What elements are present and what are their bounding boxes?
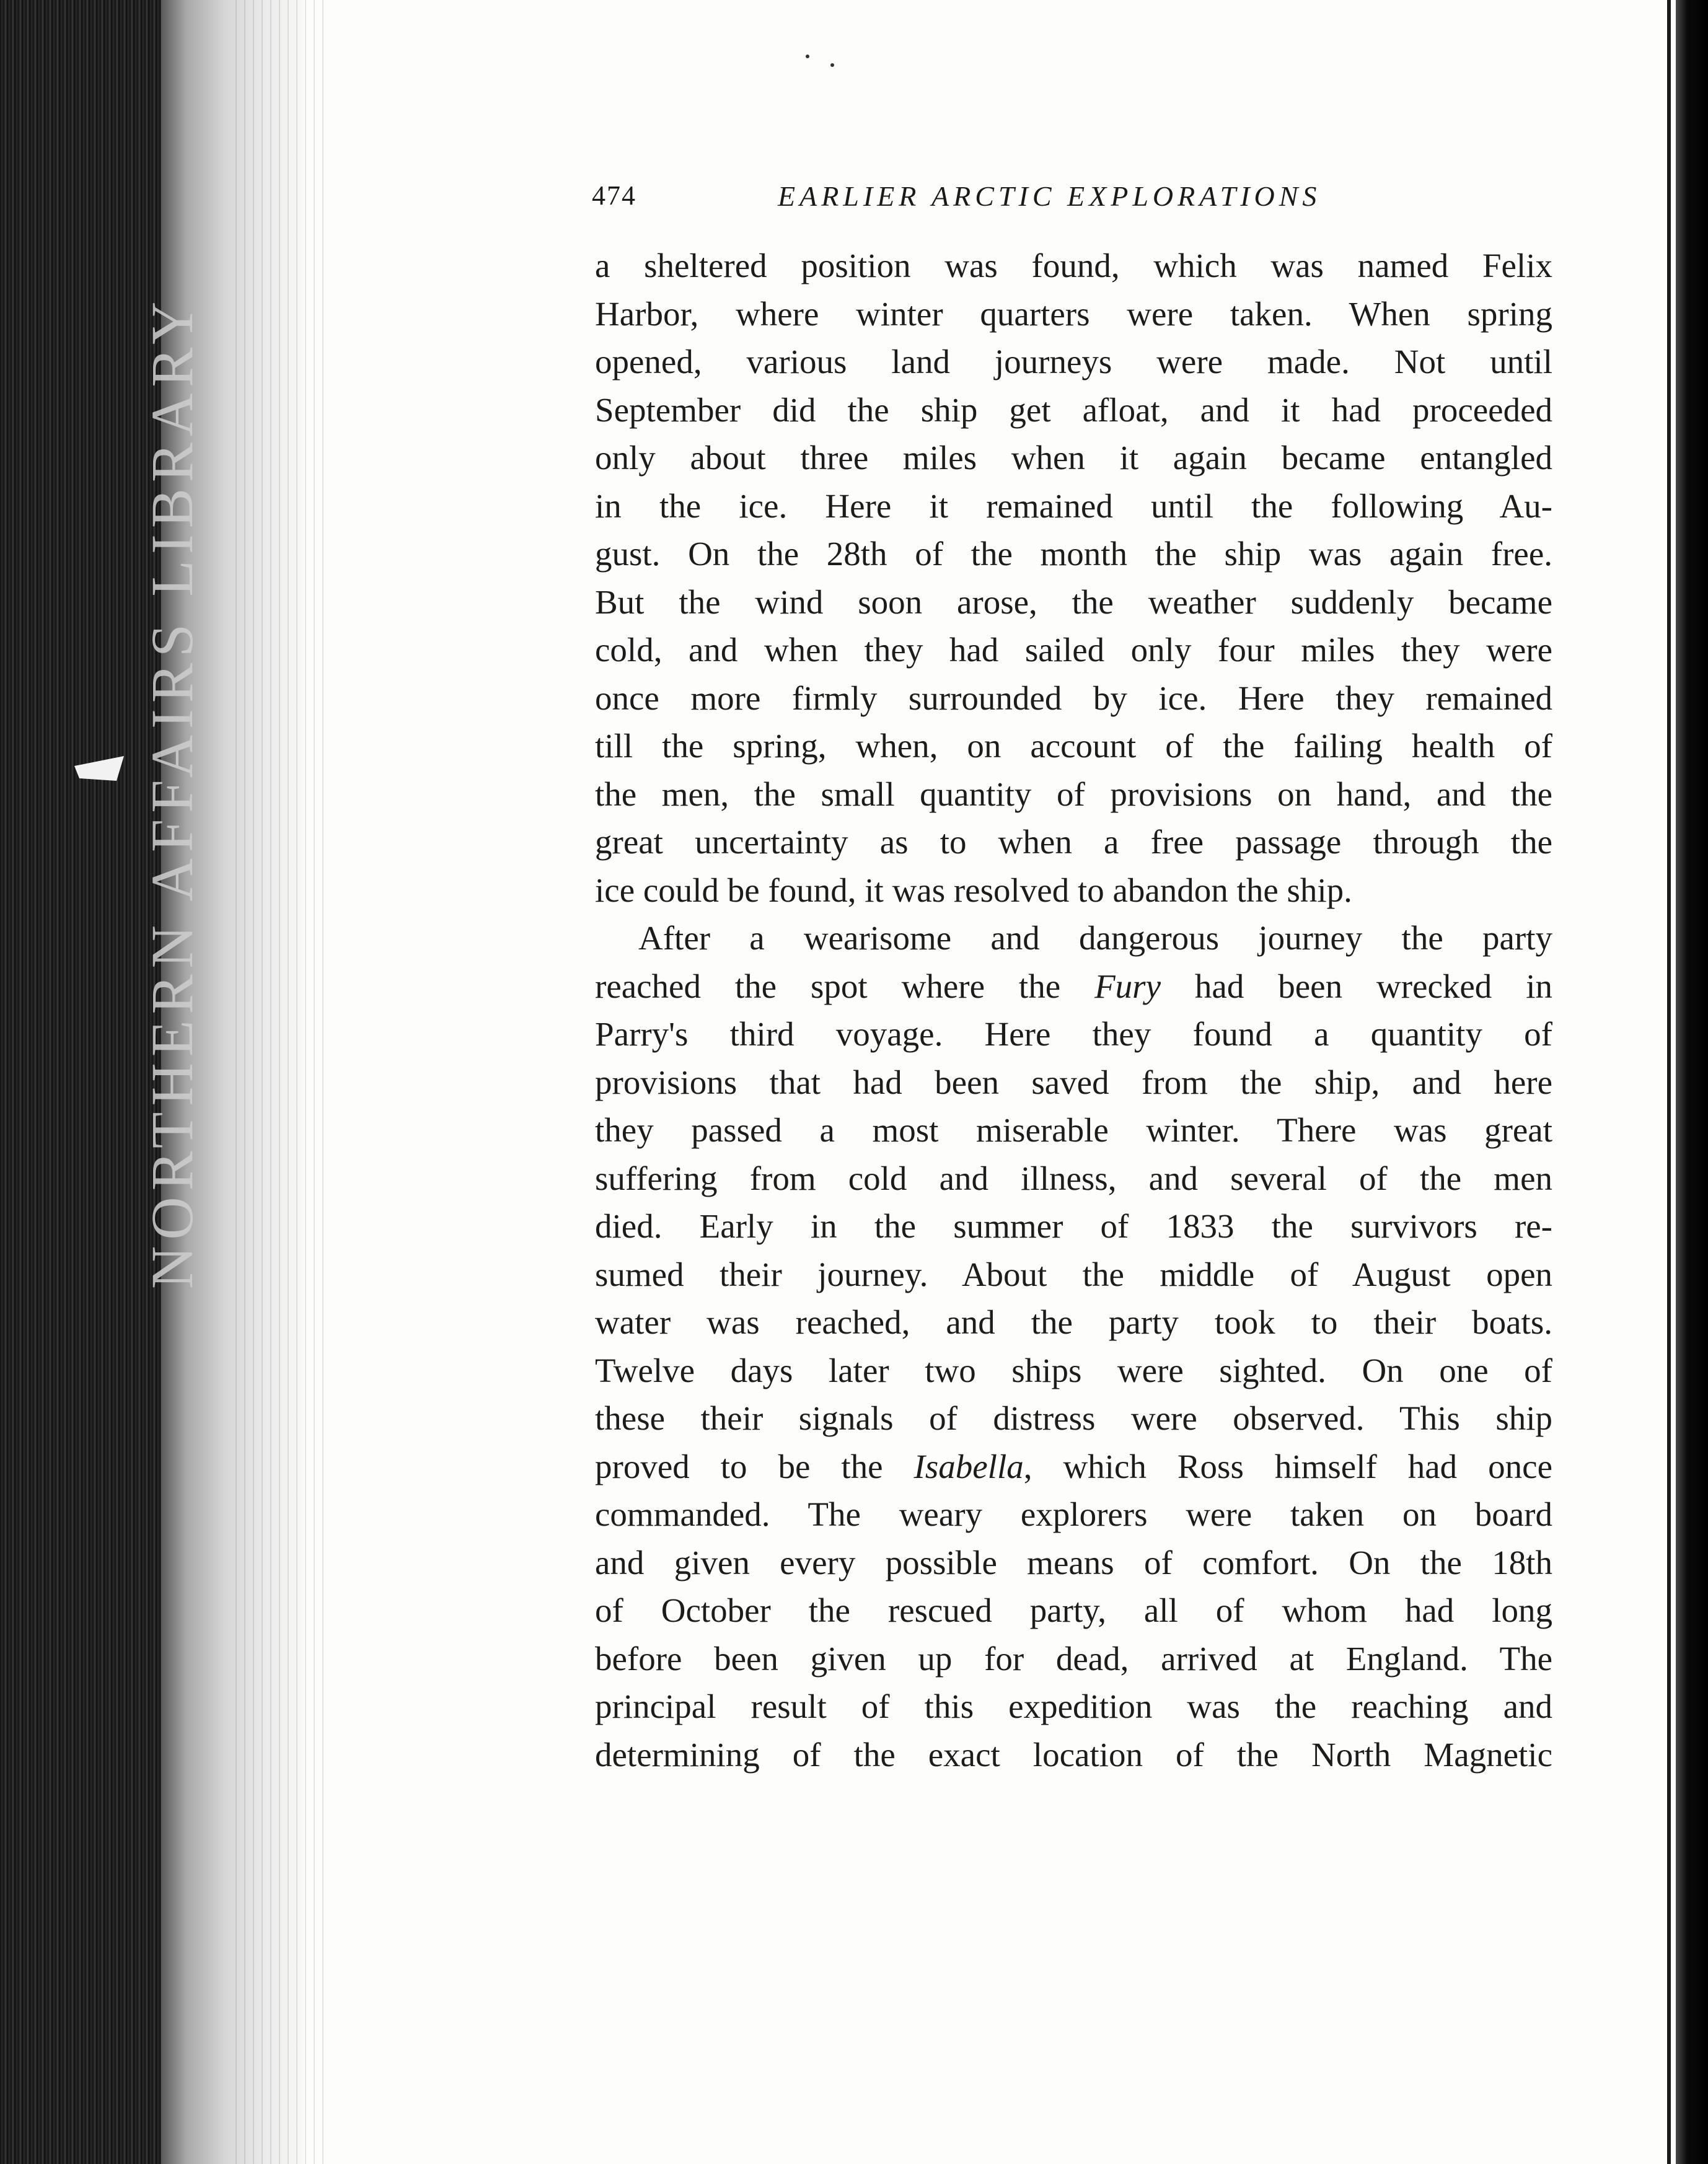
text-line bbox=[595, 1106, 1552, 1155]
line-text: But the wind soon arose, the weather suddenly became bbox=[595, 583, 1552, 621]
line-text: only about three miles when it again became entangled bbox=[595, 439, 1552, 477]
line-text: principal result of this expedition was the reaching and bbox=[595, 1687, 1552, 1725]
line-text: Parry's third voyage. Here they found a quantity of bbox=[595, 1015, 1552, 1053]
text-line bbox=[595, 482, 1552, 530]
text-line bbox=[595, 1058, 1552, 1107]
text-line bbox=[595, 866, 1552, 915]
text-line bbox=[595, 1731, 1552, 1779]
line-text: a sheltered position was found, which was named Felix bbox=[595, 247, 1552, 284]
line-text: in the ice. Here it remained until the following Au- bbox=[595, 486, 1552, 525]
line-text: Twelve days later two ships were sighted. On one of bbox=[595, 1351, 1552, 1389]
text-line bbox=[595, 1635, 1552, 1683]
text-line bbox=[595, 626, 1552, 674]
line-text: gust. On the 28th of the month the ship was again free. bbox=[595, 535, 1552, 573]
text-line bbox=[595, 290, 1552, 338]
line-text: proved to be the bbox=[595, 1447, 914, 1485]
text-line bbox=[595, 1298, 1552, 1347]
line-text: of October the rescued party, all of whom had long bbox=[595, 1591, 1552, 1629]
text-line bbox=[595, 338, 1552, 386]
running-head: EARLIER ARCTIC EXPLORATIONS bbox=[778, 180, 1321, 212]
line-text: , which Ross himself had once bbox=[1023, 1447, 1552, 1485]
text-line bbox=[595, 242, 1552, 290]
text-line bbox=[595, 1202, 1552, 1251]
body-text bbox=[595, 242, 1552, 1779]
text-line bbox=[595, 674, 1552, 723]
line-text: After a wearisome and dangerous journey the party bbox=[638, 919, 1552, 957]
line-text: cold, and when they had sailed only four miles they were bbox=[595, 631, 1552, 669]
ship-name: Fury bbox=[1094, 967, 1161, 1005]
line-text: reached the spot where the bbox=[595, 967, 1095, 1005]
right-page-line bbox=[1667, 0, 1671, 2164]
spine-label: NORTHERN AFFAIRS LIBRARY bbox=[139, 295, 205, 1289]
text-line bbox=[595, 1155, 1552, 1203]
right-page-edge bbox=[1676, 0, 1708, 2164]
text-line bbox=[595, 1490, 1552, 1539]
line-text: September did the ship get afloat, and it had proceeded bbox=[595, 390, 1552, 429]
page-header bbox=[592, 180, 1391, 223]
line-text: the men, the small quantity of provisions on hand, and the bbox=[595, 775, 1552, 813]
line-text: opened, various land journeys were made. Not until bbox=[595, 343, 1552, 380]
text-line bbox=[595, 770, 1552, 819]
text-line bbox=[595, 1251, 1552, 1299]
text-line bbox=[595, 1394, 1552, 1443]
text-line bbox=[595, 962, 1552, 1011]
line-text: great uncertainty as to when a free passage through the bbox=[595, 823, 1552, 861]
line-text: they passed a most miserable winter. There was great bbox=[595, 1111, 1552, 1149]
text-line bbox=[595, 530, 1552, 578]
line-text: before been given up for dead, arrived at England. The bbox=[595, 1639, 1552, 1678]
text-line bbox=[595, 1586, 1552, 1635]
text-line bbox=[595, 1347, 1552, 1395]
text-line bbox=[595, 1010, 1552, 1058]
line-text: commanded. The weary explorers were taken on board bbox=[595, 1495, 1552, 1533]
page-number: 474 bbox=[592, 180, 636, 211]
line-text: ice could be found, it was resolved to abandon the ship. bbox=[595, 871, 1352, 909]
text-line bbox=[595, 1539, 1552, 1587]
text-line bbox=[595, 578, 1552, 627]
line-text: till the spring, when, on account of the failing health of bbox=[595, 727, 1552, 765]
text-line bbox=[595, 722, 1552, 770]
line-text: suffering from cold and illness, and several of the men bbox=[595, 1159, 1552, 1197]
text-line bbox=[595, 914, 1552, 962]
line-text: provisions that had been saved from the ship, and here bbox=[595, 1063, 1552, 1101]
text-line bbox=[595, 434, 1552, 482]
line-text: died. Early in the summer of 1833 the survivors re- bbox=[595, 1207, 1552, 1245]
line-text: and given every possible means of comfort. On the 18th bbox=[595, 1543, 1552, 1581]
line-text: water was reached, and the party took to their boats. bbox=[595, 1303, 1552, 1341]
dust-specks bbox=[806, 50, 837, 74]
page-edges bbox=[236, 0, 328, 2164]
text-line bbox=[595, 818, 1552, 866]
line-text: determining of the exact location of the North Magnetic bbox=[595, 1735, 1552, 1774]
paragraph bbox=[595, 242, 1552, 914]
line-text: these their signals of distress were observed. This ship bbox=[595, 1399, 1552, 1437]
line-text: Harbor, where winter quarters were taken. When spring bbox=[595, 294, 1552, 333]
text-line bbox=[595, 1682, 1552, 1731]
line-text: once more firmly surrounded by ice. Here they remained bbox=[595, 679, 1552, 717]
ship-name: Isabella bbox=[913, 1447, 1024, 1485]
line-text: had been wrecked in bbox=[1160, 967, 1552, 1005]
line-text: sumed their journey. About the middle of August open bbox=[595, 1255, 1552, 1293]
text-line bbox=[595, 1443, 1552, 1491]
paragraph bbox=[595, 914, 1552, 1779]
text-line bbox=[595, 386, 1552, 434]
